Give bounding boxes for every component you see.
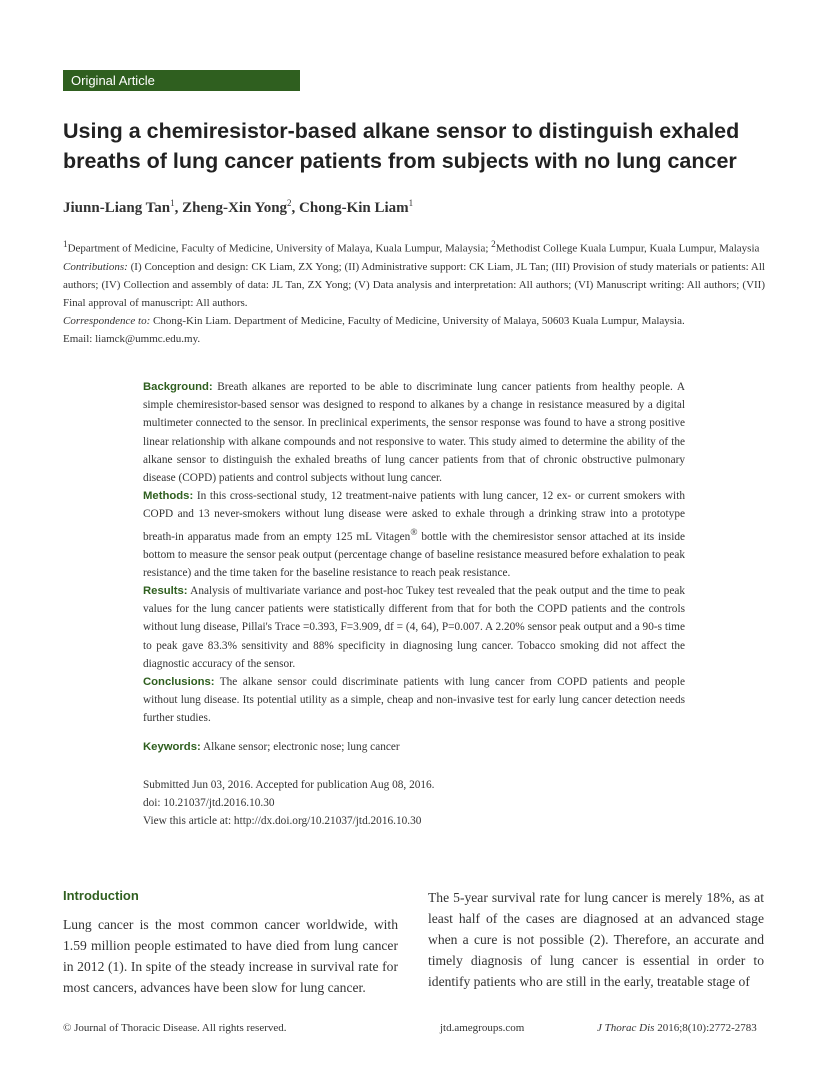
journal-abbrev: J Thorac Dis: [597, 1022, 655, 1034]
contributions: [63, 258, 765, 312]
registered-mark: ®: [410, 527, 418, 538]
affil-sup: 2: [491, 239, 496, 249]
article-type-banner: Original Article: [63, 70, 300, 91]
intro-column-right: The 5-year survival rate for lung cancer is merely 18%, as at least half of the cases are diagnosed at an advanced stage when a cure is not possible (2). Therefore, an accurate and timely diagnosis of lung cancer is essential in order to identify patients who are still in the early, treatable stage of: [428, 890, 764, 989]
introduction-heading: Introduction: [63, 888, 139, 903]
section-label: Keywords:: [143, 740, 201, 753]
footer-copyright: © Journal of Thoracic Disease. All rights reserved.: [63, 1022, 287, 1034]
section-label: Methods:: [143, 490, 194, 503]
citation-text: 2016;8(10):2772-2783: [654, 1022, 757, 1034]
contributions-label: Contributions:: [63, 260, 128, 273]
affiliations: [63, 235, 765, 258]
section-text: The alkane sensor could discriminate patients with lung cancer from COPD patients and people without lung disease. Its potential utility as a simple, cheap and non-invasive test for early lung cancer detection needs further studies.: [143, 676, 685, 725]
author-name: Chong-Kin Liam: [299, 200, 409, 216]
abstract: [143, 378, 685, 830]
correspondence-label: Correspondence to:: [63, 314, 151, 327]
section-label: Conclusions:: [143, 676, 215, 689]
keywords-text: Alkane sensor; electronic nose; lung cancer: [200, 740, 400, 753]
author-affil-sup: 1: [170, 198, 175, 208]
abstract-background: [143, 378, 685, 487]
doi: doi: 10.21037/jtd.2016.10.30: [143, 797, 275, 810]
author-name: Jiunn-Liang Tan: [63, 200, 171, 216]
section-text: In this cross-sectional study, 12 treatment-naive patients with lung cancer, 12 ex- or current smokers with COPD and 13 never-smokers without lung disease were asked to exhale through a drinking straw into a prototype breath-in apparatus made from an empty 125 mL Vitagen: [143, 490, 685, 543]
submission-dates: Submitted Jun 03, 2016. Accepted for publication Aug 08, 2016.: [143, 778, 435, 791]
correspondence: [63, 312, 765, 330]
author-name: Zheng-Xin Yong: [182, 200, 288, 216]
section-label: Results:: [143, 585, 188, 597]
contributions-text: (I) Conception and design: CK Liam, ZX Yong; (II) Administrative support: CK Liam, JL Tan; (III) Provision of study materials or patients: All authors; (IV) Collection and assembly of data: JL Tan, ZX Yong; (V) Data analysis and interpretation: All authors; (VI) Manuscript writing: All authors; (VII) Final approval of manuscript: All authors.: [63, 260, 765, 309]
affiliation-2: Methodist College Kuala Lumpur, Kuala Lumpur, Malaysia: [495, 242, 760, 255]
footer-site-link[interactable]: jtd.amegroups.com: [440, 1022, 525, 1034]
section-text: bottle with the chemiresistor sensor attached at its inside bottom to measure the sensor peak output (percentage change of baseline resistance measured before exhalation to peak resistance) and the time taken for the baseline resistance to reach peak resistance.: [143, 530, 685, 579]
intro-column-left: Lung cancer is the most common cancer worldwide, with 1.59 million people estimated to have died from lung cancer in 2012 (1). In spite of the steady increase in survival rate for most cancers, advances have been slow for lung cancer.: [63, 917, 398, 995]
affiliation-1: Department of Medicine, Faculty of Medicine, University of Malaya, Kuala Lumpur, Malaysia;: [67, 242, 492, 255]
article-title: Using a chemiresistor-based alkane sensor to distinguish exhaled breaths of lung cancer patients from subjects with no lung cancer: [63, 119, 740, 173]
footer-citation: [597, 1022, 757, 1034]
correspondence-text: Chong-Kin Liam. Department of Medicine, Faculty of Medicine, University of Malaya, 50603 Kuala Lumpur, Malaysia.: [150, 314, 685, 327]
section-text: Breath alkanes are reported to be able to discriminate lung cancer patients from healthy people. A simple chemiresistor-based sensor was designed to respond to alkanes by a change in resistance measured by a digital multimeter connected to the sensor. In preclinical experiments, the sensor response was found to have a strong positive linear relationship with alkane compounds and not responsive to water. This study aimed to determine the ability of the alkane sensor to distinguish the exhaled breaths of lung cancer patients from that of chronic obstructive pulmonary disease (COPD) patients and control subjects without lung cancer.: [143, 381, 685, 485]
keywords: [143, 738, 685, 756]
author-info: [63, 235, 765, 348]
author-affil-sup: 1: [408, 198, 414, 208]
abstract-results: [143, 582, 685, 673]
article-link[interactable]: View this article at: http://dx.doi.org/10.21037/jtd.2016.10.30: [143, 815, 422, 828]
affil-sup: 1: [63, 239, 68, 249]
section-label: Background:: [143, 381, 213, 393]
abstract-methods: [143, 487, 685, 582]
email[interactable]: Email: liamck@ummc.edu.my.: [63, 332, 201, 345]
abstract-conclusions: [143, 673, 685, 728]
author-list: Jiunn-Liang Tan$^1$, Zheng-Xin Yong$^2$, Chong-Kin Liam$^1$: [63, 198, 414, 216]
author-affil-sup: 2: [287, 198, 292, 208]
section-text: Analysis of multivariate variance and post-hoc Tukey test revealed that the peak output and the time to peak values for the lung cancer patients were statistically different from that for both the COPD patients and the controls without lung disease, Pillai's Trace =0.393, F=3.909, df = (4, 64), P=0.007. A 2.20% sensor peak output and a 90-s time to peak gave 83.3% sensitivity and 88% specificity in diagnosing lung cancer. Tobacco smoking did not affect the diagnostic accuracy of the sensor.: [143, 585, 685, 670]
